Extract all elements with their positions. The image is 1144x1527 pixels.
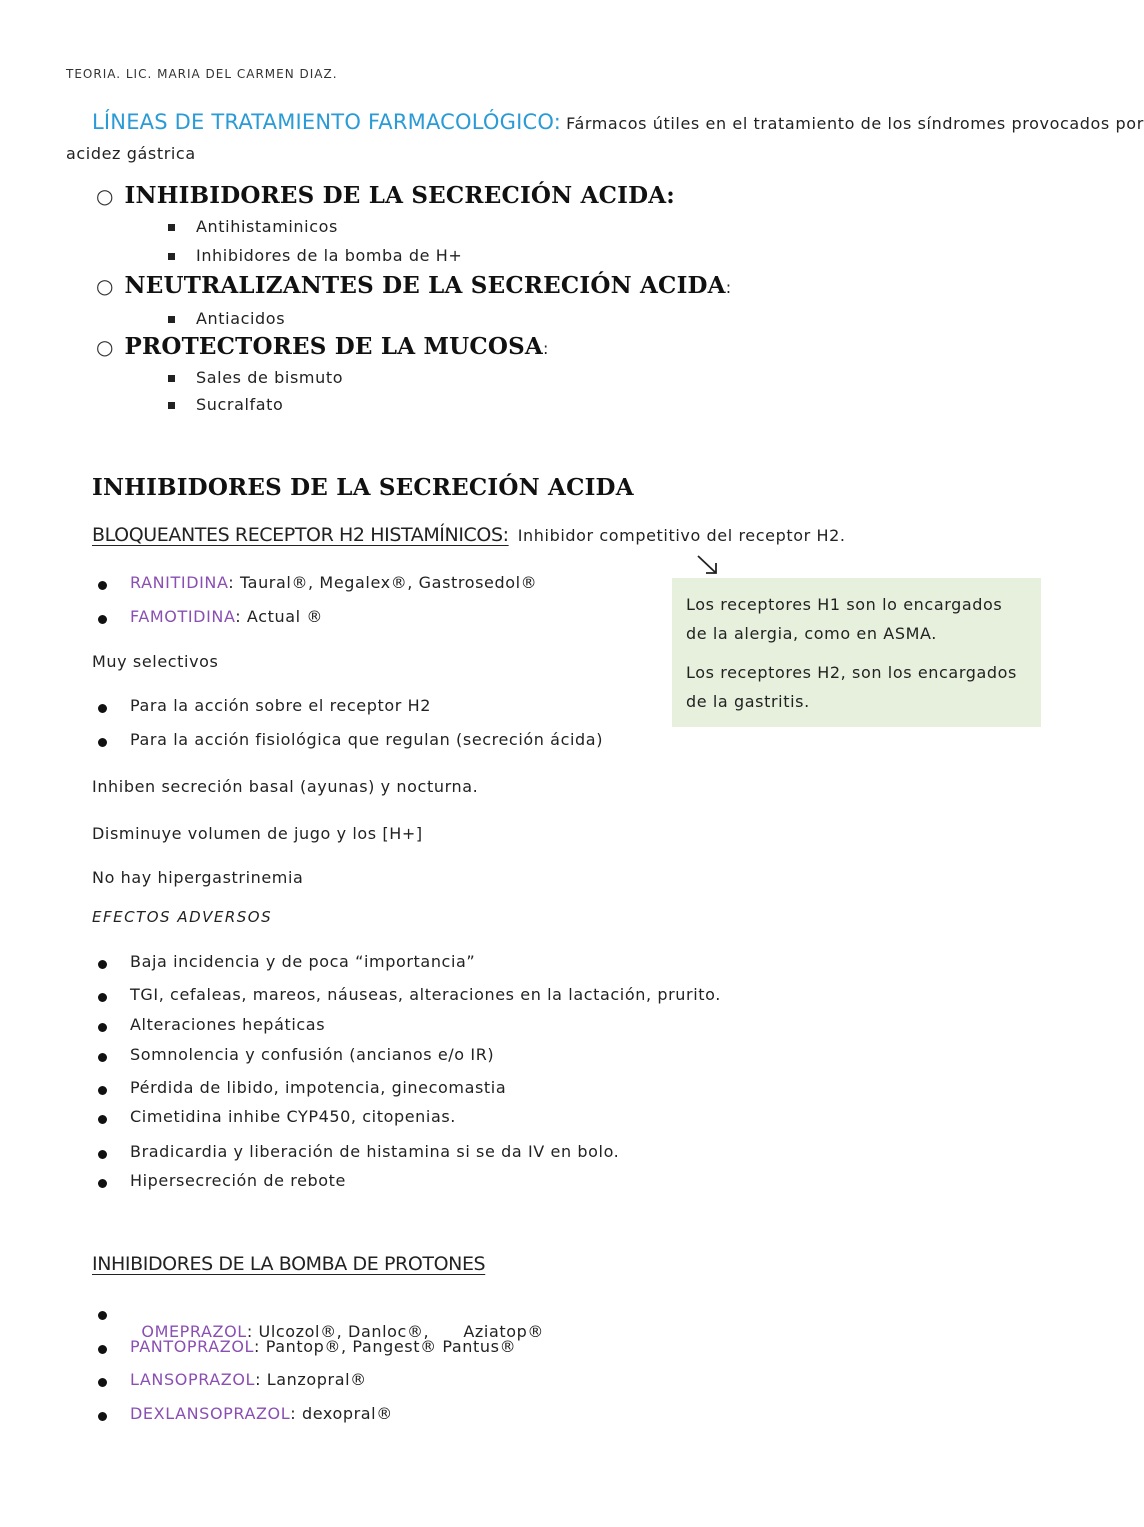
list-item: Cimetidina inhibe CYP450, citopenias. bbox=[130, 1107, 456, 1126]
author-line: TEORIA. LIC. MARIA DEL CARMEN DIAZ. bbox=[66, 67, 338, 81]
outline-heading-2 bbox=[96, 272, 732, 299]
drug-brands: : Lanzopral® bbox=[255, 1370, 367, 1389]
circle-bullet-icon: ○ bbox=[96, 184, 114, 208]
outline-heading-1 bbox=[96, 182, 675, 209]
dot-bullet-icon bbox=[98, 1412, 107, 1421]
dot-bullet-icon bbox=[98, 615, 107, 624]
circle-bullet-icon: ○ bbox=[96, 335, 114, 359]
drug-name: DEXLANSOPRAZOL bbox=[130, 1404, 291, 1423]
drug-brands: : Actual ® bbox=[235, 607, 323, 626]
list-item: Para la acción fisiológica que regulan (secreción ácida) bbox=[130, 730, 604, 749]
list-item: Para la acción sobre el receptor H2 bbox=[130, 696, 432, 715]
outline-item: Antihistaminicos bbox=[196, 217, 338, 236]
outline-item: Inhibidores de la bomba de H+ bbox=[196, 246, 463, 265]
section-subtitle: BLOQUEANTES RECEPTOR H2 HISTAMÍNICOS: bbox=[92, 524, 509, 546]
list-item: Hipersecreción de rebote bbox=[130, 1171, 346, 1190]
outline-heading-text: PROTECTORES DE LA MUCOSA bbox=[124, 333, 543, 360]
drug-brands: : dexopral® bbox=[290, 1404, 393, 1423]
outline-heading-suffix: : bbox=[725, 278, 732, 297]
square-bullet-icon bbox=[168, 253, 175, 260]
note-paragraph: Los receptores H1 son lo encargados de la alergia, como en ASMA. bbox=[686, 595, 1003, 643]
note-paragraph: Los receptores H2, son los encargados de la gastritis. bbox=[686, 663, 1017, 711]
dot-bullet-icon bbox=[98, 738, 107, 747]
drug-line bbox=[130, 1370, 367, 1389]
drug-line bbox=[130, 1303, 544, 1341]
outline-heading-suffix: : bbox=[542, 339, 549, 358]
circle-bullet-icon: ○ bbox=[96, 274, 114, 298]
intro-title: LÍNEAS DE TRATAMIENTO FARMACOLÓGICO: bbox=[92, 110, 562, 134]
list-item: TGI, cefaleas, mareos, náuseas, alteraciones en la lactación, prurito. bbox=[130, 985, 721, 1004]
dot-bullet-icon bbox=[98, 704, 107, 713]
square-bullet-icon bbox=[168, 375, 175, 382]
drug-brands: : Ulcozol®, Danloc®, Aziatop® bbox=[246, 1322, 544, 1341]
drug-line bbox=[130, 573, 537, 592]
drug-name: LANSOPRAZOL bbox=[130, 1370, 256, 1389]
outline-heading-3 bbox=[96, 333, 549, 360]
outline-item: Sales de bismuto bbox=[196, 368, 344, 387]
drug-name: RANITIDINA bbox=[130, 573, 229, 592]
statement: Disminuye volumen de jugo y los [H+] bbox=[92, 824, 423, 843]
adverse-label: EFECTOS ADVERSOS bbox=[92, 908, 273, 926]
list-item: Bradicardia y liberación de histamina si se da IV en bolo. bbox=[130, 1142, 620, 1161]
square-bullet-icon bbox=[168, 224, 175, 231]
outline-item: Sucralfato bbox=[196, 395, 284, 414]
dot-bullet-icon bbox=[98, 960, 107, 969]
drug-name: OMEPRAZOL bbox=[141, 1322, 247, 1341]
dot-bullet-icon bbox=[98, 1179, 107, 1188]
note-box bbox=[672, 578, 1041, 727]
intro-line bbox=[92, 110, 1144, 134]
outline-heading-text: NEUTRALIZANTES DE LA SECRECIÓN ACIDA bbox=[124, 272, 726, 299]
dot-bullet-icon bbox=[98, 1115, 107, 1124]
square-bullet-icon bbox=[168, 402, 175, 409]
dot-bullet-icon bbox=[98, 1053, 107, 1062]
dot-bullet-icon bbox=[98, 1023, 107, 1032]
list-item: Somnolencia y confusión (ancianos e/o IR) bbox=[130, 1045, 495, 1064]
drug-brands: : Pantop®, Pangest® Pantus® bbox=[254, 1337, 517, 1356]
dot-bullet-icon bbox=[98, 1311, 107, 1320]
statement: Inhiben secreción basal (ayunas) y nocturna. bbox=[92, 777, 479, 796]
intro-text: Fármacos útiles en el tratamiento de los síndromes provocados por bbox=[566, 114, 1144, 133]
dot-bullet-icon bbox=[98, 1378, 107, 1387]
statement: No hay hipergastrinemia bbox=[92, 868, 304, 887]
drug-brands: : Taural®, Megalex®, Gastrosedol® bbox=[228, 573, 538, 592]
drug-line bbox=[130, 1337, 516, 1356]
drug-line bbox=[130, 607, 323, 626]
dot-bullet-icon bbox=[98, 993, 107, 1002]
list-item: Alteraciones hepáticas bbox=[130, 1015, 326, 1034]
section-subtitle-note: Inhibidor competitivo del receptor H2. bbox=[517, 526, 846, 545]
intro-text-continued: acidez gástrica bbox=[66, 144, 196, 163]
drug-line bbox=[130, 1404, 393, 1423]
section-subtitle-line bbox=[92, 524, 846, 546]
arrow-icon bbox=[694, 553, 724, 579]
dot-bullet-icon bbox=[98, 581, 107, 590]
dot-bullet-icon bbox=[98, 1086, 107, 1095]
outline-item: Antiacidos bbox=[196, 309, 286, 328]
dot-bullet-icon bbox=[98, 1345, 107, 1354]
section2-title: INHIBIDORES DE LA BOMBA DE PROTONES bbox=[92, 1253, 486, 1275]
drug-name: FAMOTIDINA bbox=[130, 607, 236, 626]
square-bullet-icon bbox=[168, 316, 175, 323]
outline-heading-text: INHIBIDORES DE LA SECRECIÓN ACIDA: bbox=[124, 182, 675, 209]
dot-bullet-icon bbox=[98, 1150, 107, 1159]
drug-name: PANTOPRAZOL bbox=[130, 1337, 255, 1356]
selective-label: Muy selectivos bbox=[92, 652, 219, 671]
list-item: Pérdida de libido, impotencia, ginecomastia bbox=[130, 1078, 507, 1097]
section-title: INHIBIDORES DE LA SECRECIÓN ACIDA bbox=[92, 474, 634, 501]
list-item: Baja incidencia y de poca “importancia” bbox=[130, 952, 476, 971]
